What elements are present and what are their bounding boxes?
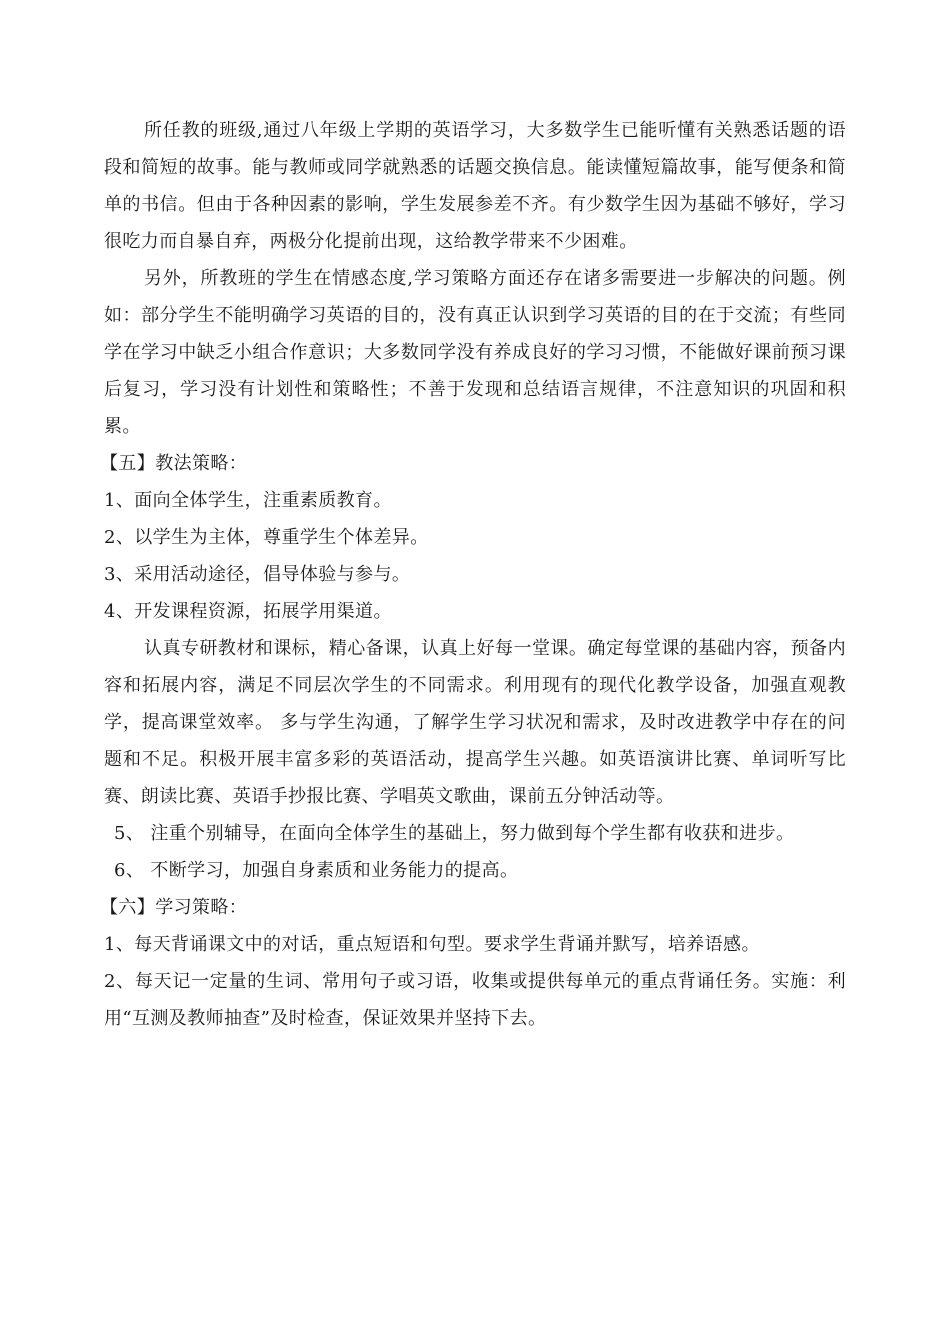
list-item-study-2: 2、每天记一定量的生词、常用句子或习语，收集或提供每单元的重点背诵任务。实施：利用“互测及教师抽查”及时检查，保证效果并坚持下去。 [104,971,846,1029]
paragraph-teaching-details: 认真专研教材和课标，精心备课，认真上好每一堂课。确定每堂课的基础内容，预备内容和拓展内容，满足不同层次学生的不同需求。利用现有的现代化教学设备，加强直观教学，提高课堂效率。 多与学生沟通，了解学生学习状况和需求，及时改进教学中存在的问题和不足。积极开展丰富多彩的英语活动，提高学生兴趣。如英语演讲比赛、单词听写比赛、朗读比赛、英语手抄报比赛、学唱英文歌曲，课前五分钟活动等。 [104,638,846,807]
list-item-teaching-4: 4、开发课程资源，拓展学用渠道。 [104,601,392,622]
list-item-teaching-5: 5、 注重个别辅导，在面向全体学生的基础上，努力做到每个学生都有收获和进步。 [114,823,795,844]
paragraph-class-situation: 所任教的班级,通过八年级上学期的英语学习，大多数学生已能听懂有关熟悉话题的语段和简短的故事。能与教师或同学就熟悉的话题交换信息。能读懂短篇故事，能写便条和简单的书信。但由于各种因素的影响，学生发展参差不齐。有少数学生因为基础不够好，学习很吃力而自暴自弃，两极分化提前出现，这给教学带来不少困难。 [104,120,846,252]
section-heading-teaching-strategy: 【五】教法策略： [100,453,248,474]
list-item-teaching-3: 3、采用活动途径，倡导体验与参与。 [104,564,411,585]
list-item-teaching-6: 6、 不断学习，加强自身素质和业务能力的提高。 [114,860,519,881]
list-item-teaching-2: 2、以学生为主体，尊重学生个体差异。 [104,527,429,548]
list-item-teaching-1: 1、面向全体学生，注重素质教育。 [104,490,392,511]
section-heading-study-strategy: 【六】学习策略： [100,897,248,918]
list-item-study-1: 1、每天背诵课文中的对话，重点短语和句型。要求学生背诵并默写，培养语感。 [104,934,760,955]
document-page [100,112,846,1037]
paragraph-student-problems: 另外，所教班的学生在情感态度,学习策略方面还存在诸多需要进一步解决的问题。例如：部分学生不能明确学习英语的目的，没有真正认识到学习英语的目的在于交流；有些同学在学习中缺乏小组合作意识；大多数同学没有养成良好的学习习惯，不能做好课前预习课后复习，学习没有计划性和策略性；不善于发现和总结语言规律，不注意知识的巩固和积累。 [104,268,846,437]
